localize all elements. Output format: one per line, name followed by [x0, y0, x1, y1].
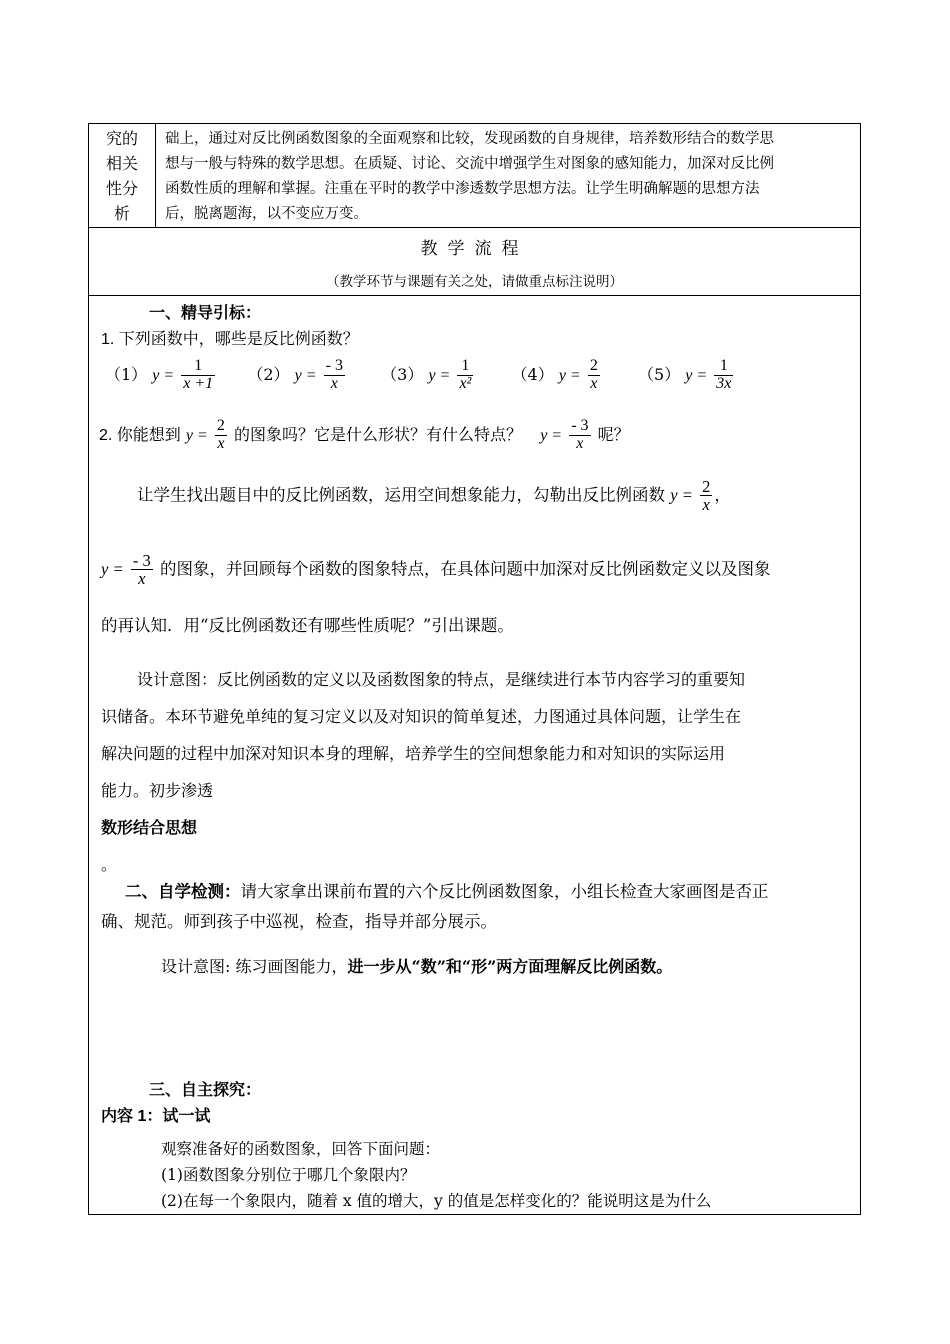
design-line — [101, 772, 851, 883]
option-4 — [511, 357, 607, 392]
explanation-text: 的图象，并回顾每个函数的图象特点，在具体问题中加深对反比例函数定义以及图象 — [159, 559, 771, 579]
option-label: （2） — [247, 364, 290, 384]
fraction — [181, 358, 215, 393]
section2-design-intent — [161, 954, 672, 977]
section2-line-1 — [125, 878, 769, 902]
option-label: （4） — [511, 364, 554, 384]
research-label-cell — [89, 124, 156, 227]
option-lhs: y = — [428, 366, 451, 384]
explanation-line-1 — [137, 478, 731, 514]
research-text-line: 础上，通过对反比例函数图象的全面观察和比较，发现函数的自身规律，培养数形结合的数学思 — [165, 131, 774, 147]
research-label-line: 析 — [113, 204, 130, 223]
fraction — [588, 358, 600, 393]
option-label: （3） — [381, 364, 424, 384]
fraction — [215, 418, 227, 453]
section3-heading: 三、自主探究： — [149, 1082, 262, 1099]
design-text: 。 — [101, 855, 118, 874]
design-emphasis: 数形结合思想 — [101, 818, 198, 837]
explanation-line-3: 的再认知．用“反比例函数还有哪些性质呢？”引出课题。 — [101, 616, 514, 635]
research-label-line: 究的 — [105, 129, 138, 148]
research-label-line: 性分 — [105, 179, 138, 198]
numerator: 1 — [457, 358, 473, 376]
research-text-line: 函数性质的理解和掌握。注重在平时的教学中渗透数学思想方法。让学生明确解题的思想方法 — [165, 181, 760, 197]
fraction — [324, 358, 345, 393]
numerator: 1 — [714, 358, 733, 376]
lesson-table — [88, 123, 861, 1215]
numerator: - 3 — [571, 417, 589, 434]
section2-line-2: 确、规范。师到孩子中巡视，检查，指导并部分展示。 — [101, 912, 497, 931]
design-text: 设计意图: 练习画图能力， — [161, 957, 348, 976]
research-text-line: 后，脱离题海，以不变应万变。 — [165, 206, 368, 222]
numerator: - 3 — [325, 357, 343, 374]
design-line: 解决问题的过程中加深对知识本身的理解，培养学生的空间想象能力和对知识的实际运用 — [101, 744, 726, 763]
design-text: 能力。初步渗透 — [101, 781, 214, 800]
explanation-line-2 — [101, 552, 770, 588]
denominator: x — [576, 434, 584, 452]
fraction — [457, 358, 473, 393]
option-5 — [638, 357, 735, 392]
numerator: 1 — [181, 358, 215, 376]
option-lhs: y = — [152, 366, 175, 384]
fraction — [714, 358, 733, 393]
denominator: x +1 — [183, 374, 214, 392]
section2-text: 请大家拿出课前布置的六个反比例函数图象，小组长检查大家画图是否正 — [240, 882, 769, 901]
design-line: 设计意图：反比例函数的定义以及函数图象的特点，是继续进行本节内容学习的重要知 — [137, 670, 746, 689]
option-1 — [105, 357, 222, 392]
design-line: 识储备。本环节避免单纯的复习定义以及对知识的简单复述，力图通过具体问题，让学生在 — [101, 707, 742, 726]
numerator: 2 — [589, 357, 598, 374]
option-lhs: y = — [294, 366, 317, 384]
function-options — [105, 358, 735, 393]
q2-prefix: 2. 你能想到 — [99, 426, 181, 444]
comma: ， — [714, 485, 731, 505]
option-lhs: y = — [558, 366, 581, 384]
option-label: （5） — [638, 364, 681, 384]
formula-lhs: y = — [101, 559, 124, 579]
flow-subtitle: （教学环节与课题有关之处，请做重点标注说明） — [326, 274, 623, 290]
numerator: 2 — [216, 417, 225, 434]
denominator: x — [330, 374, 338, 392]
denominator: x — [590, 374, 598, 392]
formula-lhs: y = — [670, 485, 693, 505]
q2-suffix: 呢？ — [597, 426, 630, 444]
section3-line: (2)在每一个象限内，随着 x 值的增大，y 的值是怎样变化的？能说明这是为什么 — [161, 1192, 712, 1210]
numerator: 2 — [702, 477, 711, 496]
section1-heading: 一、精导引标： — [149, 305, 262, 322]
section2-heading: 二、自学检测： — [125, 883, 241, 901]
denominator: x — [138, 569, 146, 589]
flow-title: 教学流程 — [420, 239, 529, 259]
denominator: x — [217, 434, 225, 452]
question-1: 1. 下列函数中，哪些是反比例函数？ — [101, 331, 359, 348]
fraction — [569, 418, 590, 453]
option-lhs: y = — [685, 366, 708, 384]
q2-lhs: y = — [540, 426, 563, 444]
question-2 — [99, 418, 630, 453]
q2-middle: 的图象吗？它是什么形状？有什么特点？ — [233, 426, 522, 444]
option-3 — [381, 357, 480, 392]
research-text-cell — [165, 127, 853, 227]
denominator: x² — [459, 374, 472, 392]
section3-line: 观察准备好的函数图象，回答下面问题： — [161, 1140, 441, 1158]
option-2 — [247, 357, 352, 392]
design-intent-1 — [101, 631, 851, 883]
denominator: x — [702, 495, 710, 515]
research-text-line: 想与一般与特殊的数学思想。在质疑、讨论、交流中增强学生对图象的感知能力，加深对反比例 — [165, 156, 774, 172]
option-label: （1） — [105, 364, 148, 384]
q2-lhs: y = — [185, 426, 208, 444]
section3-line: (1)函数图象分别位于哪几个象限内？ — [161, 1166, 416, 1184]
numerator: - 3 — [132, 551, 151, 570]
explanation-text: 让学生找出题目中的反比例函数，运用空间想象能力，勾勒出反比例函数 — [137, 485, 665, 505]
content-1-label: 内容 1：试一试 — [101, 1108, 211, 1125]
denominator: 3x — [716, 374, 732, 392]
fraction — [700, 478, 712, 514]
fraction — [131, 552, 153, 588]
design-emphasis: 进一步从“数”和“形”两方面理解反比例函数。 — [347, 957, 673, 976]
flow-header-row — [89, 228, 860, 296]
research-row — [89, 124, 860, 228]
research-label-line: 相关 — [105, 154, 138, 173]
